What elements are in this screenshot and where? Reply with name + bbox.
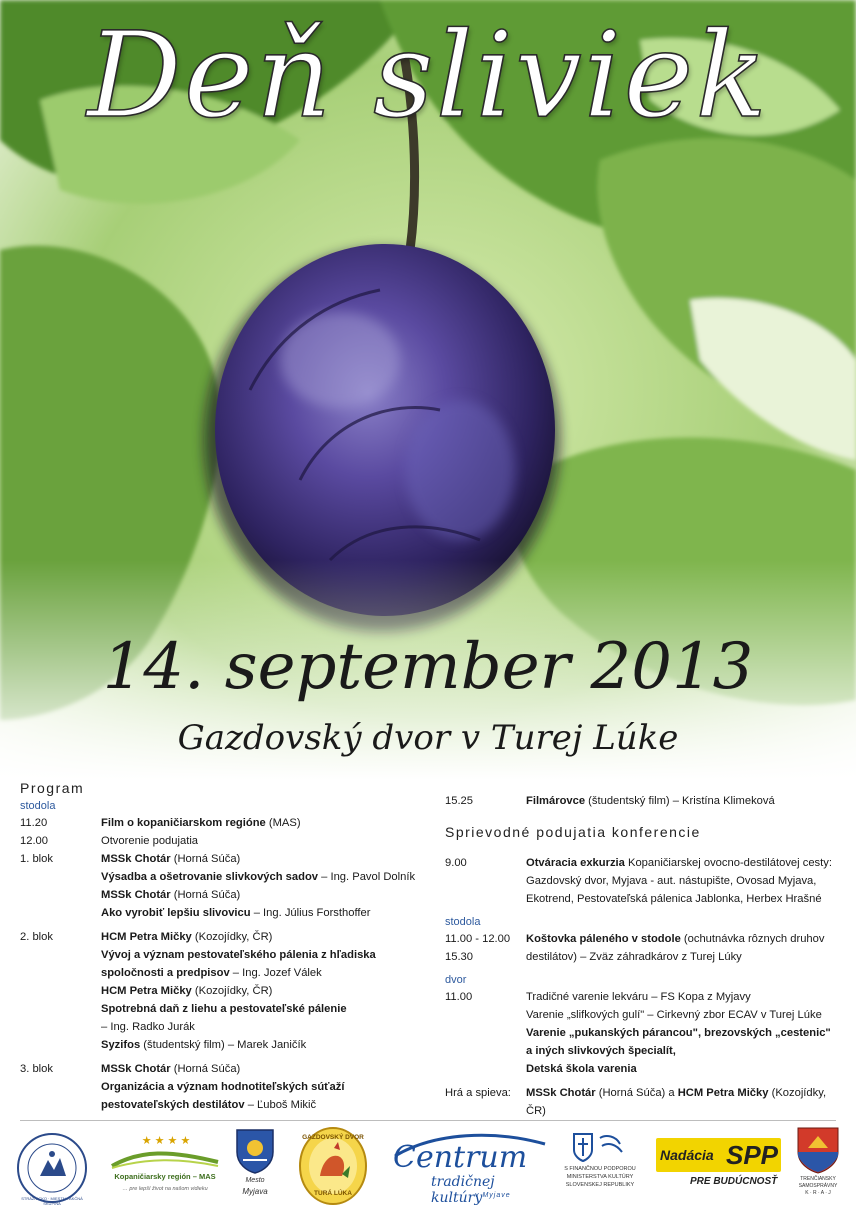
program-title: HCM Petra Mičky bbox=[677, 1087, 769, 1099]
eu-stars-icon: ★ ★ ★ ★ bbox=[141, 1135, 191, 1147]
program-detail: – Ing. Jozef Válek bbox=[229, 967, 322, 979]
program-detail: – Ing. Pavol Dolník bbox=[318, 871, 416, 883]
program-time: 9.00 bbox=[445, 857, 467, 869]
program-title: Syzifos bbox=[101, 1039, 141, 1051]
program-detail: (Horná Súča) bbox=[170, 1063, 241, 1075]
program-description bbox=[101, 928, 420, 946]
program-title: MSSk Chotár bbox=[101, 1063, 171, 1075]
program-description bbox=[101, 1096, 420, 1114]
centrum-tradicnej-kultury-logo bbox=[385, 1130, 550, 1206]
gazdovsky-dvor-logo bbox=[298, 1126, 368, 1206]
program-title: MSSk Chotár bbox=[101, 889, 171, 901]
program-time: 1. blok bbox=[20, 853, 53, 865]
program-detail: (Kozojídky, ČR) bbox=[191, 985, 273, 997]
program-row bbox=[445, 1024, 845, 1042]
program-title: spoločnosti a predpisov bbox=[101, 967, 230, 979]
program-time: Hrá a spieva: bbox=[445, 1087, 511, 1099]
program-description bbox=[526, 988, 845, 1006]
program-title: Detská škola varenia bbox=[526, 1063, 637, 1075]
ministry-emblem-icon bbox=[570, 1132, 630, 1162]
program-description bbox=[101, 868, 420, 886]
ministry-of-culture-logo bbox=[560, 1132, 640, 1202]
program-detail: (študentský film) – Marek Janičík bbox=[140, 1039, 307, 1051]
program-description bbox=[101, 832, 420, 850]
program-row bbox=[20, 928, 420, 946]
program-detail: (ochutnávka rôznych druhov bbox=[680, 933, 825, 945]
program-row bbox=[445, 930, 845, 948]
program-description bbox=[101, 964, 420, 982]
program-time bbox=[20, 1036, 101, 1054]
program-description bbox=[101, 904, 420, 922]
program-description bbox=[101, 1078, 420, 1096]
program-row bbox=[445, 872, 845, 890]
program-time: 3. blok bbox=[20, 1063, 53, 1075]
program-heading: Program bbox=[20, 780, 85, 796]
program-detail: Tradičné varenie lekváru – FS Kopa z Myjavy bbox=[526, 991, 751, 1003]
ministry-line-1: S FINANČNOU PODPOROU bbox=[564, 1166, 636, 1172]
venue-label: stodola bbox=[20, 800, 56, 812]
spp-left-text: Nadácia bbox=[660, 1147, 714, 1163]
program-row bbox=[20, 832, 420, 850]
program-time bbox=[445, 1042, 526, 1060]
program-title: Výsadba a ošetrovanie slivkových sadov bbox=[101, 871, 319, 883]
mesto-label: Mesto bbox=[245, 1177, 265, 1184]
program-title: a iných slivkových špecialít, bbox=[526, 1045, 676, 1057]
centrum-subtitle: tradičnej kultúry bbox=[431, 1174, 495, 1206]
hills-icon bbox=[110, 1148, 220, 1170]
program-title: MSSk Chotár bbox=[526, 1087, 596, 1099]
program-row bbox=[20, 904, 420, 922]
poster-title: Deň sliviek bbox=[87, 6, 769, 144]
program-description bbox=[526, 872, 845, 890]
program-row bbox=[20, 1000, 420, 1018]
program-time: 11.00 bbox=[445, 991, 473, 1003]
program-description bbox=[101, 1018, 420, 1036]
program-description bbox=[101, 1000, 420, 1018]
event-venue: Gazdovský dvor v Turej Lúke bbox=[177, 718, 679, 758]
program-time: 11.00 - 12.00 bbox=[445, 933, 511, 945]
program-time bbox=[20, 1000, 101, 1018]
program-title: Ako vyrobiť lepšiu slivovicu bbox=[101, 907, 251, 919]
straznicko-logo bbox=[16, 1132, 88, 1204]
program-time bbox=[20, 868, 101, 886]
program-time: 12.00 bbox=[20, 835, 48, 847]
program-detail: destilátov) – Zväz záhradkárov z Turej Lúky bbox=[526, 951, 742, 963]
ministry-line-2: MINISTERSTVA KULTÚRY bbox=[566, 1174, 634, 1180]
program-row bbox=[445, 854, 845, 872]
program-row bbox=[445, 988, 845, 1006]
program-time: 15.25 bbox=[445, 795, 473, 807]
program-detail: (Horná Súča) bbox=[170, 853, 241, 865]
spp-slogan: PRE BUDÚCNOSŤ bbox=[690, 1176, 778, 1187]
program-description bbox=[101, 1036, 420, 1054]
tsk-line-3: K · R · A · J bbox=[805, 1190, 831, 1196]
program-row bbox=[20, 982, 420, 1000]
kopanicarsky-name: Kopaničiarsky región – MAS bbox=[114, 1172, 216, 1181]
program-description bbox=[101, 946, 420, 964]
program-detail: Varenie „slifkových gulí" – Cirkevný zbor ECAV v Turej Lúke bbox=[526, 1009, 822, 1021]
program-time bbox=[445, 872, 526, 890]
program-row bbox=[445, 890, 845, 908]
program-title: HCM Petra Mičky bbox=[101, 985, 192, 997]
tsk-line-1: TRENČIANSKY bbox=[800, 1176, 836, 1182]
program-row bbox=[20, 1060, 420, 1078]
program-column-left bbox=[20, 778, 420, 1114]
program-time bbox=[20, 1018, 101, 1036]
program-detail: (študentský film) – Kristína Klimeková bbox=[585, 795, 775, 807]
program-description bbox=[526, 792, 845, 810]
program-column-right bbox=[445, 792, 845, 1120]
program-time bbox=[20, 886, 101, 904]
program-row bbox=[20, 1096, 420, 1114]
spp-right-text: SPP bbox=[726, 1140, 779, 1170]
program-description bbox=[101, 814, 420, 832]
program-detail: Gazdovský dvor, Myjava - aut. nástupište, Ovosad Myjava, bbox=[526, 875, 817, 887]
program-row bbox=[20, 850, 420, 868]
centrum-word: Centrum bbox=[393, 1140, 528, 1175]
program-row bbox=[20, 1018, 420, 1036]
program-time bbox=[445, 1024, 526, 1042]
program-row bbox=[20, 946, 420, 964]
centrum-city: v Myjave bbox=[475, 1192, 511, 1199]
program-title: Organizácia a význam hodnotiteľských súťaží bbox=[101, 1081, 345, 1093]
program-title: Film o kopaničiarskom regióne bbox=[101, 817, 266, 829]
program-title: Filmárovce bbox=[526, 795, 586, 807]
program-title: Spotrebná daň z liehu a pestovateľské pálenie bbox=[101, 1003, 347, 1015]
program-description bbox=[526, 890, 845, 908]
program-description bbox=[526, 1042, 845, 1060]
program-detail: – Ľuboš Mikič bbox=[244, 1099, 317, 1111]
program-row bbox=[445, 792, 845, 810]
program-time bbox=[20, 946, 101, 964]
program-row bbox=[20, 868, 420, 886]
program-title: MSSk Chotár bbox=[101, 853, 171, 865]
program-title: HCM Petra Mičky bbox=[101, 931, 192, 943]
program-row bbox=[445, 1042, 845, 1060]
tsk-shield-icon bbox=[796, 1126, 840, 1174]
program-detail: – Ing. Radko Jurák bbox=[101, 1021, 195, 1033]
program-description bbox=[101, 1060, 420, 1078]
program-description bbox=[101, 982, 420, 1000]
program-description bbox=[526, 1060, 845, 1078]
trenciansky-kraj-logo bbox=[790, 1126, 846, 1206]
program-title: Vývoj a význam pestovateľského pálenia z hľadiska bbox=[101, 949, 376, 961]
program-time: 15.30 bbox=[445, 951, 473, 963]
program-list-right-top bbox=[445, 792, 845, 810]
program-description bbox=[526, 930, 845, 948]
program-list-left bbox=[20, 798, 420, 1114]
program-title: Koštovka páleného v stodole bbox=[526, 933, 681, 945]
myjava-coat-of-arms bbox=[230, 1128, 280, 1204]
program-row bbox=[445, 1060, 845, 1078]
program-row bbox=[20, 814, 420, 832]
program-detail: (Kozojídky, ČR) bbox=[526, 1087, 827, 1117]
program-row bbox=[445, 948, 845, 966]
program-time bbox=[20, 982, 101, 1000]
program-detail: Ekotrend, Pestovateľská pálenica Jablonka, Herbex Hrašné bbox=[526, 893, 822, 905]
program-detail: Kopaničiarskej ovocno-destilátovej cesty: bbox=[624, 857, 832, 869]
program-description bbox=[101, 886, 420, 904]
program-time bbox=[20, 964, 101, 982]
program-time: 2. blok bbox=[20, 931, 53, 943]
program-time bbox=[445, 1006, 526, 1024]
program-title: pestovateľských destilátov bbox=[101, 1099, 245, 1111]
program-time bbox=[20, 1078, 101, 1096]
program-row bbox=[445, 1006, 845, 1024]
program-row bbox=[20, 1078, 420, 1096]
program-detail: (Kozojídky, ČR) bbox=[191, 931, 273, 943]
program-row bbox=[20, 964, 420, 982]
program-detail: (Horná Súča) a bbox=[595, 1087, 678, 1099]
program-detail: (MAS) bbox=[265, 817, 301, 829]
program-detail: – Ing. Július Forsthoffer bbox=[250, 907, 371, 919]
program-time bbox=[20, 1096, 101, 1114]
program-title: Otváracia exkurzia bbox=[526, 857, 625, 869]
kopanicarsky-region-logo bbox=[110, 1134, 220, 1198]
sponsor-logos bbox=[0, 1124, 856, 1207]
program-description bbox=[526, 948, 845, 966]
program-time bbox=[445, 890, 526, 908]
program-description bbox=[101, 850, 420, 868]
footer-divider bbox=[20, 1120, 836, 1121]
venue-label: dvor bbox=[445, 974, 467, 986]
program-detail: Otvorenie podujatia bbox=[101, 835, 199, 847]
program-detail: (Horná Súča) bbox=[170, 889, 241, 901]
program-time bbox=[20, 904, 101, 922]
straznicko-text: STRÁŽNICKO · MIESTNA AKČNÁ SKUPINA bbox=[21, 1196, 83, 1206]
program-description bbox=[526, 854, 845, 872]
gazdovsky-top-text: GAZDOVSKÝ DVOR bbox=[302, 1134, 364, 1141]
program-list-right bbox=[445, 854, 845, 1120]
ministry-line-3: SLOVENSKEJ REPUBLIKY bbox=[565, 1182, 635, 1188]
program-time: 11.20 bbox=[20, 817, 48, 829]
program-description bbox=[526, 1006, 845, 1024]
gazdovsky-bottom-text: TURÁ LÚKA bbox=[314, 1190, 352, 1197]
tsk-line-2: SAMOSPRÁVNY bbox=[798, 1183, 838, 1189]
program-title: Varenie „pukanských párancou", brezovských „cestenic" bbox=[526, 1027, 831, 1039]
program-description bbox=[526, 1084, 845, 1120]
program-row bbox=[20, 886, 420, 904]
program-description bbox=[526, 1024, 845, 1042]
myjava-label: Myjava bbox=[242, 1187, 268, 1196]
kopanicarsky-slogan: … pre lepší život na našom vidieku bbox=[122, 1186, 208, 1192]
secondary-heading: Sprievodné podujatia konferencie bbox=[445, 824, 701, 840]
program-time bbox=[445, 1060, 526, 1078]
nadacia-spp-logo bbox=[656, 1138, 781, 1196]
program-row bbox=[20, 1036, 420, 1054]
event-date: 14. september 2013 bbox=[102, 630, 754, 704]
venue-label: stodola bbox=[445, 916, 481, 928]
program-row bbox=[445, 1084, 845, 1120]
